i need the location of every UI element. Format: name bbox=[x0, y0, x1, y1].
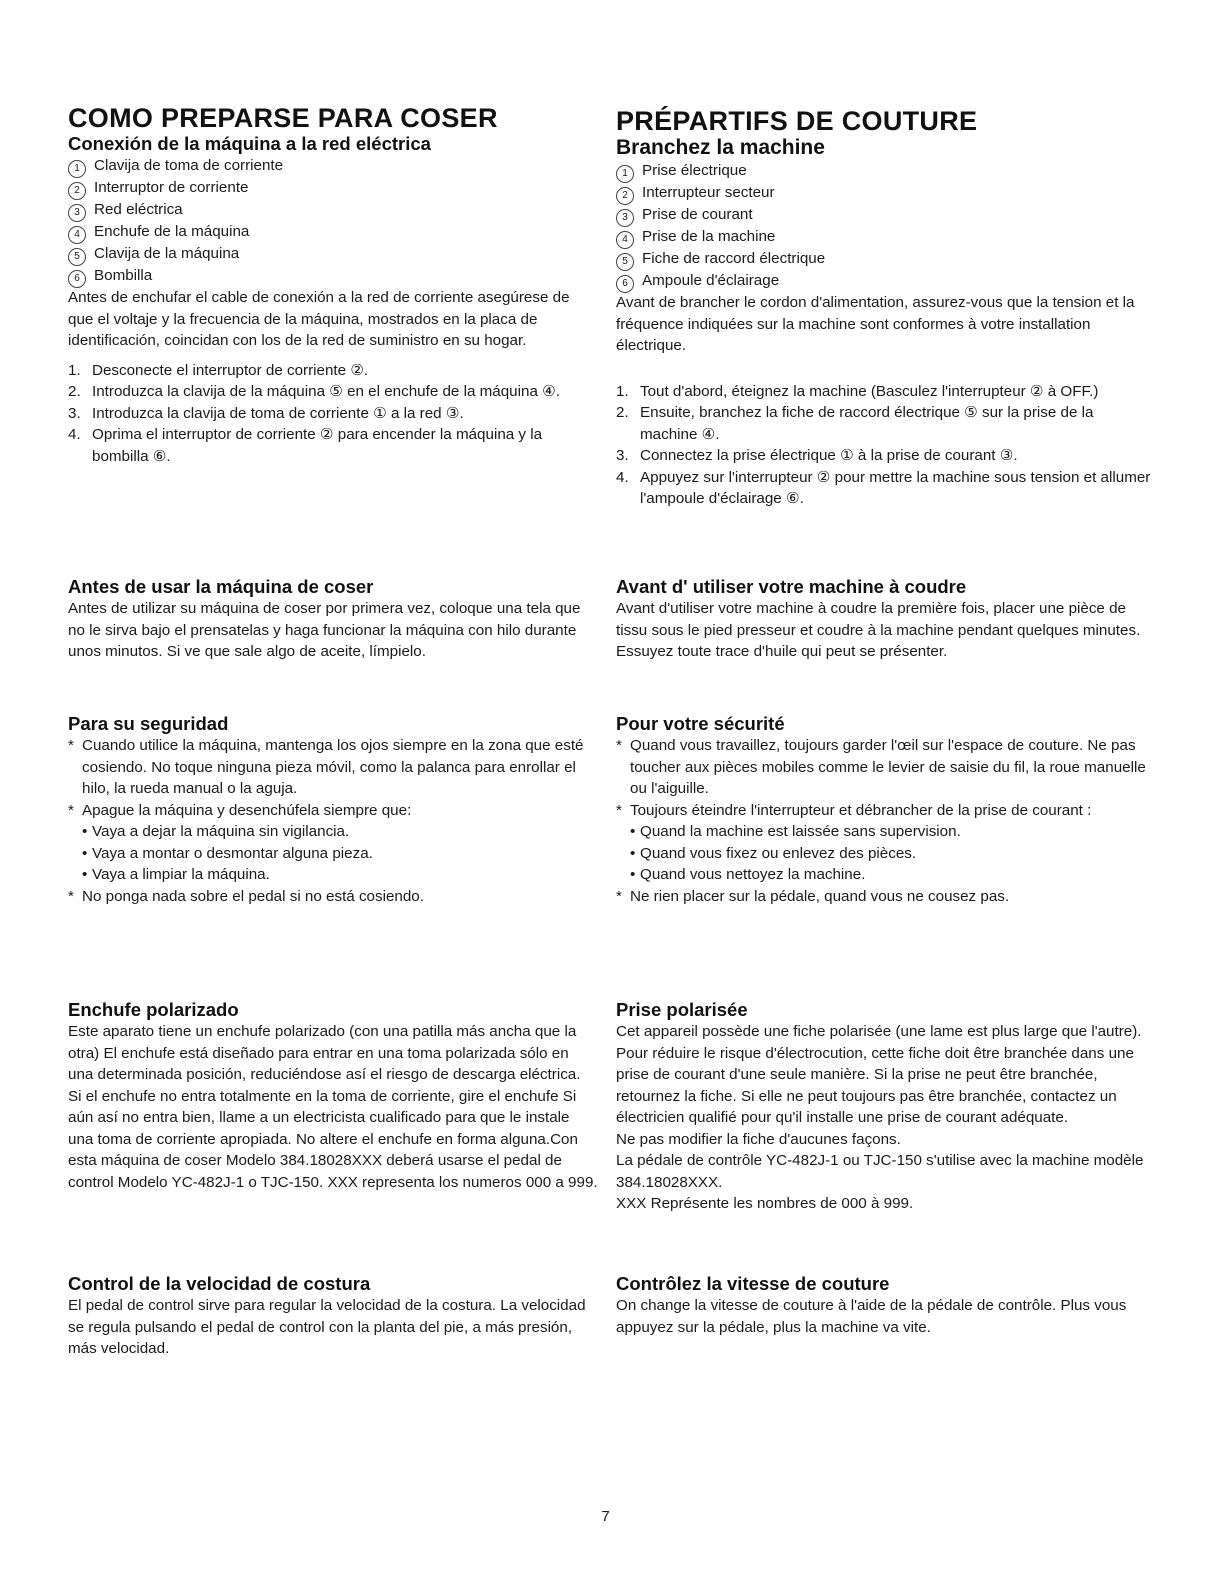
step-item: 2. Ensuite, branchez la fiche de raccord électrique ⑤ sur la prise de la machine ④. bbox=[616, 404, 1094, 443]
conn-heading-fr: Branchez la machine bbox=[616, 136, 825, 159]
list-item: 2 Interrupteur secteur bbox=[616, 182, 1151, 204]
circled-number-icon: 4 bbox=[616, 231, 634, 249]
step-item: 1. Desconecte el interruptor de corriente ②. bbox=[68, 361, 369, 379]
list-item: • Vaya a dejar la máquina sin vigilancia. bbox=[82, 823, 350, 840]
list-item: 5 Clavija de la máquina bbox=[68, 243, 598, 265]
list-item: 3 Prise de courant bbox=[616, 204, 1151, 226]
list-item: 5 Fiche de raccord électrique bbox=[616, 248, 1151, 270]
plug-text-fr: Cet appareil possède une fiche polarisée (une lame est plus large que l'autre). Pour réduire le risque d'électrocution, cette fiche doit être branchée dans une prise de courant d'une seule manière. Si la prise ne peut être branchée, retournez la fiche. Si elle ne peut toujours pas être branchée, contactez un électricien qualifié pour qu'il installe une prise de courant adéquate. bbox=[616, 1023, 1142, 1126]
circled-number-icon: 6 bbox=[68, 270, 86, 288]
list-item: * No ponga nada sobre el pedal si no está cosiendo. bbox=[68, 887, 424, 905]
step-item: 2. Introduzca la clavija de la máquina ⑤ en el enchufe de la máquina ④. bbox=[68, 383, 560, 400]
section-plug-es bbox=[68, 999, 598, 1193]
circled-number-icon: 3 bbox=[616, 209, 634, 227]
plug-heading-fr: Prise polarisée bbox=[616, 999, 748, 1020]
list-item: * Apague la máquina y desenchúfela siempre que: bbox=[68, 801, 412, 819]
circled-number-icon: 3 bbox=[68, 204, 86, 222]
list-item: * Toujours éteindre l'interrupteur et débrancher de la prise de courant : bbox=[616, 801, 1092, 819]
list-item: 1 Prise électrique bbox=[616, 160, 1151, 182]
page-title-es: COMO PREPARSE PARA COSER bbox=[68, 103, 498, 133]
list-item: * Cuando utilice la máquina, mantenga los ojos siempre en la zona que esté cosiendo. No toque ninguna pieza móvil, como la palanca para enrollar el hilo, la rueda manual o la aguja. bbox=[68, 737, 584, 797]
list-item: • Quand vous nettoyez la machine. bbox=[630, 866, 866, 883]
parts-list-fr bbox=[616, 160, 1151, 292]
step-item: 1. Tout d'abord, éteignez la machine (Basculez l'interrupteur ② à OFF.) bbox=[616, 382, 1099, 400]
step-item: 3. Connectez la prise électrique ① à la prise de courant ③. bbox=[616, 447, 1018, 464]
steps-list-fr bbox=[616, 381, 1151, 510]
circled-number-icon: 1 bbox=[68, 160, 86, 178]
safety-sublist-fr bbox=[616, 821, 1151, 886]
circled-number-icon: 2 bbox=[616, 187, 634, 205]
circled-number-icon: 4 bbox=[68, 226, 86, 244]
before-text-es: Antes de utilizar su máquina de coser por primera vez, coloque una tela que no le sirva bajo el prensatelas y haga funcionar la máquina con hilo durante unos minutos. Si ve que sale algo de aceite, límpielo. bbox=[68, 600, 581, 660]
conn-intro-es: Antes de enchufar el cable de conexión a la red de corriente asegúrese de que el voltaje y la frecuencia de la máquina, mostrados en la placa de identificación, coincidan con los de la red de suministro en su hogar. bbox=[68, 289, 570, 349]
speed-heading-fr: Contrôlez la vitesse de couture bbox=[616, 1273, 890, 1294]
section-speed-es bbox=[68, 1273, 598, 1360]
conn-heading-es: Conexión de la máquina a la red eléctrica bbox=[68, 133, 431, 154]
section-safety-fr bbox=[616, 713, 1151, 907]
steps-list-es bbox=[68, 360, 598, 468]
plug-text-es: Este aparato tiene un enchufe polarizado (con una patilla más ancha que la otra) El enchufe está diseñado para entrar en una toma polarizada sólo en una determinada posición, reduciéndose así el riesgo de descarga eléctrica. Si el enchufe no entra totalmente en la toma de corriente, gire el enchufe Si aún así no entra bien, llame a un electricista cualificado para que le instale una toma de corriente apropiada. No altere el enchufe en forma alguna.Con esta máquina de coser Modelo 384.18028XXX deberá usarse el pedal de control Modelo YC-482J-1 o TJC-150. XXX representa los numeros 000 a 999. bbox=[68, 1023, 598, 1191]
before-heading-fr: Avant d' utiliser votre machine à coudre bbox=[616, 576, 967, 597]
safety-heading-es: Para su seguridad bbox=[68, 713, 229, 734]
plug-text-fr: Ne pas modifier la fiche d'aucunes façons. bbox=[616, 1130, 901, 1148]
list-item: • Vaya a limpiar la máquina. bbox=[82, 866, 270, 883]
list-item: 4 Enchufe de la máquina bbox=[68, 221, 598, 243]
list-item: * Ne rien placer sur la pédale, quand vous ne cousez pas. bbox=[616, 887, 1010, 905]
plug-text-fr: XXX Représente les nombres de 000 à 999. bbox=[616, 1195, 914, 1212]
section-plug-fr bbox=[616, 999, 1151, 1215]
list-item: 3 Red eléctrica bbox=[68, 199, 598, 221]
conn-intro-fr: Avant de brancher le cordon d'alimentation, assurez-vous que la tension et la fréquence indiquées sur la machine sont conformes à votre installation électrique. bbox=[616, 294, 1135, 354]
section-safety-es bbox=[68, 713, 598, 907]
page-title-fr: PRÉPARTIFS DE COUTURE bbox=[616, 106, 978, 136]
section-before-fr bbox=[616, 576, 1151, 663]
before-heading-es: Antes de usar la máquina de coser bbox=[68, 576, 374, 597]
list-item: 4 Prise de la machine bbox=[616, 226, 1151, 248]
safety-list-fr bbox=[616, 735, 1151, 821]
list-item: • Quand la machine est laissée sans supervision. bbox=[630, 823, 961, 840]
circled-number-icon: 6 bbox=[616, 275, 634, 293]
list-item: • Vaya a montar o desmontar alguna pieza. bbox=[82, 844, 373, 862]
speed-text-fr: On change la vitesse de couture à l'aide de la pédale de contrôle. Plus vous appuyez sur la pédale, plus la machine va vite. bbox=[616, 1297, 1127, 1336]
step-item: 3. Introduzca la clavija de toma de corriente ① a la red ③. bbox=[68, 404, 464, 422]
circled-number-icon: 5 bbox=[68, 248, 86, 266]
circled-number-icon: 5 bbox=[616, 253, 634, 271]
list-item: 6 Bombilla bbox=[68, 265, 598, 287]
list-item: 1 Clavija de toma de corriente bbox=[68, 155, 598, 177]
section-prepare-es bbox=[68, 103, 598, 467]
circled-number-icon: 1 bbox=[616, 165, 634, 183]
plug-heading-es: Enchufe polarizado bbox=[68, 999, 239, 1020]
safety-sublist-es bbox=[68, 821, 598, 886]
speed-text-es: El pedal de control sirve para regular la velocidad de la costura. La velocidad se regula pulsando el pedal de control con la planta del pie, a más presión, más velocidad. bbox=[68, 1297, 586, 1357]
plug-text-fr: La pédale de contrôle YC-482J-1 ou TJC-150 s'utilise avec la machine modèle 384.18028XXX. bbox=[616, 1152, 1144, 1191]
step-item: 4. Appuyez sur l'interrupteur ② pour mettre la machine sous tension et allumer l'ampoule d'éclairage ⑥. bbox=[616, 468, 1151, 507]
section-before-es bbox=[68, 576, 598, 663]
list-item: 6 Ampoule d'éclairage bbox=[616, 270, 1151, 292]
section-speed-fr bbox=[616, 1273, 1151, 1338]
section-prepare-fr bbox=[616, 106, 1151, 510]
before-text-fr: Avant d'utiliser votre machine à coudre la première fois, placer une pièce de tissu sous le pied presseur et coudre à la machine pendant quelques minutes. Essuyez toute trace d'huile qui peut se présenter. bbox=[616, 600, 1141, 660]
step-item: 4. Oprima el interruptor de corriente ② para encender la máquina y la bombilla ⑥. bbox=[68, 426, 543, 465]
safety-list-es bbox=[68, 735, 598, 821]
speed-heading-es: Control de la velocidad de costura bbox=[68, 1273, 371, 1294]
safety-heading-fr: Pour votre sécurité bbox=[616, 713, 785, 734]
page-number: 7 bbox=[601, 1508, 610, 1525]
list-item: • Quand vous fixez ou enlevez des pièces. bbox=[630, 844, 917, 862]
circled-number-icon: 2 bbox=[68, 182, 86, 200]
list-item: 2 Interruptor de corriente bbox=[68, 177, 598, 199]
parts-list-es bbox=[68, 155, 598, 287]
list-item: * Quand vous travaillez, toujours garder l'œil sur l'espace de couture. Ne pas toucher aux pièces mobiles comme le levier de saisie du fil, la roue manuelle ou l'aiguille. bbox=[616, 737, 1146, 797]
